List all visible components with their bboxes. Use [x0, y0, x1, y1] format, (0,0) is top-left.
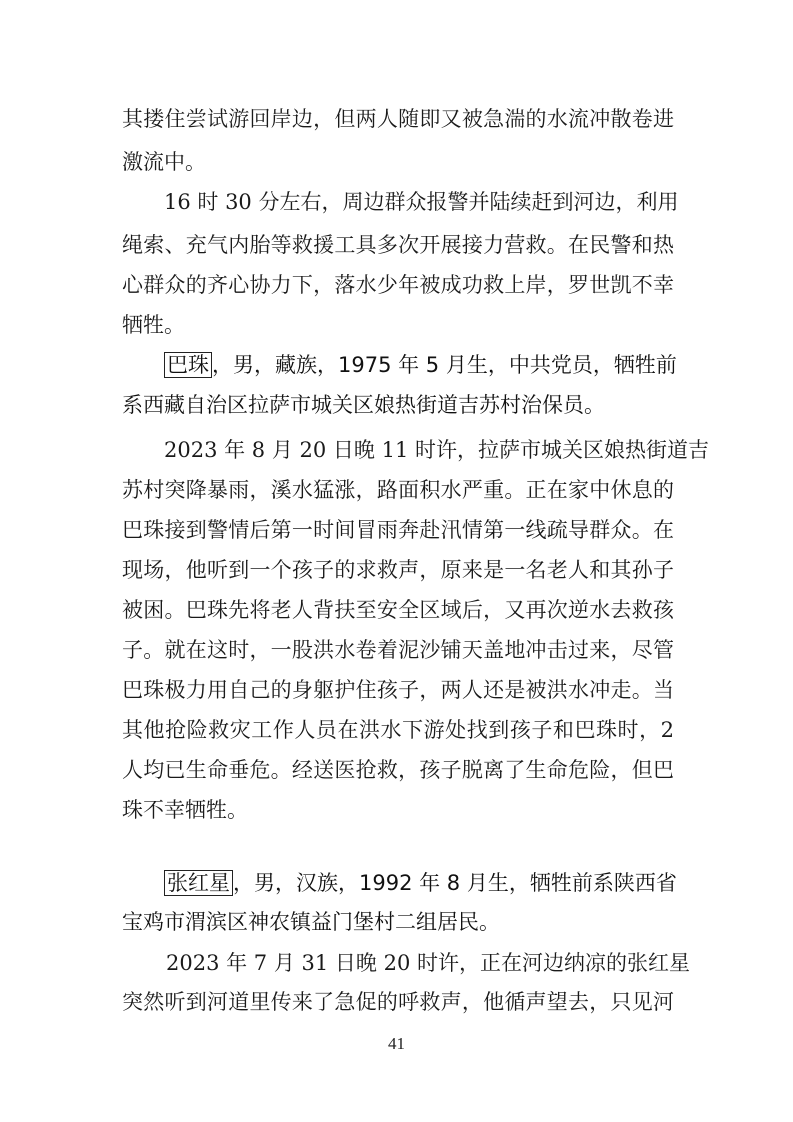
text-line: 巴珠接到警情后第一时间冒雨奔赴汛情第一线疏导群众。在	[122, 518, 674, 542]
person-heading	[164, 868, 677, 898]
page-number: 41	[388, 1034, 405, 1053]
person-heading	[164, 350, 677, 380]
text-line: 其搂住尝试游回岸边，但两人随即又被急湍的水流冲散卷进	[122, 107, 674, 131]
person-name-box: 巴珠	[164, 352, 212, 378]
text-line: 心群众的齐心协力下，落水少年被成功救上岸，罗世凯不幸	[122, 273, 674, 297]
text-line: 苏村突降暴雨，溪水猛涨，路面积水严重。正在家中休息的	[122, 478, 674, 502]
text-line: 2023 年 8 月 20 日晚 11 时许，拉萨市城关区娘热街道吉	[164, 438, 709, 462]
text-line: 人均已生命垂危。经送医抢救，孩子脱离了生命危险，但巴	[122, 758, 674, 782]
text-line: 牺牲。	[122, 313, 185, 337]
text-line: 被困。巴珠先将老人背扶至安全区域后，又再次逆水去救孩	[122, 598, 674, 622]
text-line: 子。就在这时，一股洪水卷着泥沙铺天盖地冲击过来，尽管	[122, 638, 674, 662]
text-line: 巴珠极力用自己的身躯护住孩子，两人还是被洪水冲走。当	[122, 678, 674, 702]
text-line: 激流中。	[122, 150, 206, 174]
text-line: 2023 年 7 月 31 日晚 20 时许，正在河边纳凉的张红星	[166, 951, 690, 975]
person-heading-rest: ，男，藏族，1975 年 5 月生，中共党员，牺牲前	[212, 353, 677, 377]
person-heading-line2: 系西藏自治区拉萨市城关区娘热街道吉苏村治保员。	[122, 393, 605, 417]
person-heading-line2: 宝鸡市渭滨区神农镇益门堡村二组居民。	[122, 910, 500, 934]
text-line: 珠不幸牺牲。	[122, 798, 248, 822]
person-name-box: 张红星	[164, 870, 233, 896]
text-line: 突然听到河道里传来了急促的呼救声，他循声望去，只见河	[122, 990, 674, 1014]
text-line: 现场，他听到一个孩子的求救声，原来是一名老人和其孙子	[122, 558, 674, 582]
text-line: 其他抢险救灾工作人员在洪水下游处找到孩子和巴珠时，2	[122, 718, 674, 742]
person-heading-rest: ，男，汉族，1992 年 8 月生，牺牲前系陕西省	[233, 871, 677, 895]
text-line: 绳索、充气内胎等救援工具多次开展接力营救。在民警和热	[122, 233, 674, 257]
text-line: 16 时 30 分左右，周边群众报警并陆续赶到河边，利用	[164, 190, 679, 214]
